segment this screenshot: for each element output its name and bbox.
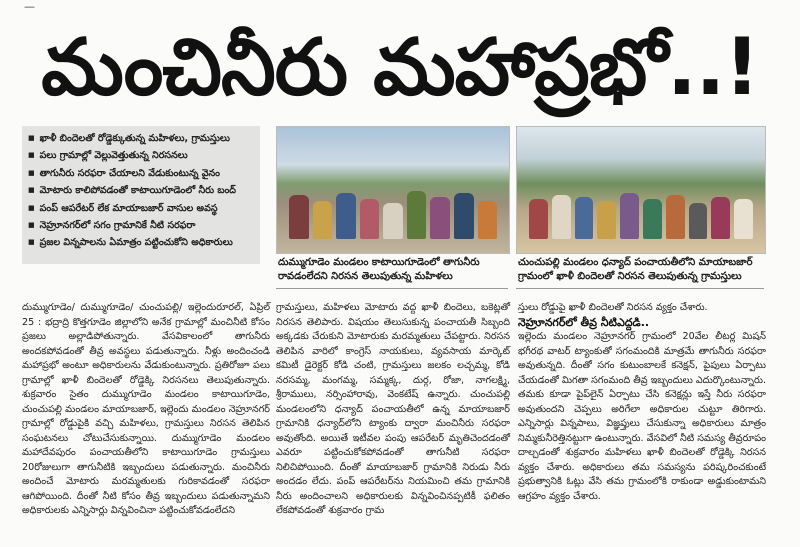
highlight-item: ■ పలు గ్రామాల్లో వెల్లువెత్తుతున్న నిరసనలు <box>28 147 254 164</box>
headline: మంచినీరు మహాప్రభో..! <box>41 23 759 113</box>
article-col3-body: ఇల్లెందు మండలం నెహ్రూనగర్ గ్రామంలో 20వేల లీటర్ల మిషన్ భగీరథ వాటర్ ట్యాంకుతో సగంమందికి మాత్రమే తాగునీరు సరఫరా అవుతున్నది. దీంతో సగం కుటుంబాలకే కనెక్షన్, పైపులు ఏర్పాటు చేయడంతో మిగతా సగంమంది తీవ్ర ఇబ్బందులు ఎదుర్కొంటున్నారు. తమకు కూడా పైప్‌లైన్ ఏర్పాటు చేసి కనెక్షన్లు ఇస్తే నీరు సరఫరా అవుతుందని చెప్పలు అరిగేలా అధికారుల చుట్టూ తిరిగారు. ఎన్నిసార్లు విన్నపాలు, విజ్ఞప్తులు చేసుకున్నా అధికారులు మాత్రం నిమ్మకునీరెత్తినట్టుగా ఉంటున్నారు. వేసవిలో నీటి సమస్య తీవ్రరూపం దాల్చడంతో శుక్రవారం మహిళలు ఖాళీ బిందెలతో రోడ్డెక్కి నిరసన వ్యక్తం చేశారు. అధికారులు తమ సమస్యను పరిష్కరించకుంటే ప్రభుత్వానికి ఓట్లు వేసి తమ గ్రామంలోకి రాకుండా అడ్డుకుంటామని ఆగ్రహం వ్యక్తం చేశారు. <box>518 331 766 502</box>
photo-figures <box>289 189 497 239</box>
caption-divider <box>516 288 764 289</box>
photo-protest-women <box>276 126 510 254</box>
article-col3-intro: స్తులు రోడ్డుపై ఖాళీ బిందెలతో నిరసన వ్యక్తం చేశారు. <box>518 302 708 313</box>
highlight-item: ■ మోటారు కాలిపోవడంతో కాటాయిగూడెంలో నీరు బంద్ <box>28 182 254 199</box>
photo-caption-right: చుంచుపల్లి మండలం ధన్యాద్ పంచాయతీలోని మాయాబజార్ గ్రామంలో ఖాళీ బిందెలతో నిరసన తెలుపుతున్న గ్రామస్తులు <box>518 257 753 282</box>
top-strip-text: — <box>24 0 35 13</box>
highlight-item: ■ ఖాళీ బిందెలతో రోడ్డెక్కుతున్న మహిళలు, గ్రామస్తులు <box>28 130 254 147</box>
photo-figures <box>529 189 753 239</box>
highlight-item: ■ ప్రజల విన్నపాలను ఏమాత్రం పట్టించుకోని అధికారులు <box>28 234 254 251</box>
article-column-2: గ్రామస్తులు, మహిళలు మోటారు వద్ద ఖాళీ బిందెలు, బకెట్లతో నిరసన తెలిపారు. విషయం తెలుసుకున్న పంచాయతీ సిబ్బంది అక్కడకు చేరుకుని మోటారుకు మరమ్మతులు చేపట్టారు. నిరసన తెలిపిన వారిలో కాంగ్రెస్ నాయకులు, వ్యవసాయ మార్కెట్ కమిటీ డైరెక్టర్ కోడి చంటి, గ్రామస్తులు జలకం లచ్చమ్మ, కోడి నరసమ్మ, మంగమ్మ, సమ్మక్క, దుర్గ, రోజా, నాగలక్ష్మి, శ్రీరాములు, నర్సింహారావు, వెంకటేష్ ఉన్నారు. చుంచుపల్లి మండలంలోని ధన్యాద్ పంచాయతీలో ఉన్న మాయాబజార్ గ్రామానికి ధన్యాద్‌లోని ట్యాంకు ద్వారా మంచినీరు సరఫరా అవుతోంది. అయితే ఇటీవల పంపు ఆపరేటర్ మృతిచెందడంతో ఎవరూ పట్టించుకోకపోవడంతో తాగునీటి సరఫరా నిలిచిపోయింది. దీంతో మాయాబజార్ గ్రామానికి నిరుడు నీరు అందడం లేదు. పంప్ ఆపరేటర్‌ను నియమించి తమ గ్రామానికి నీరు అందించాలని అధికారులకు విన్నవించినప్పటికీ ఫలితం లేకపోవడంతో శుక్రవారం గ్రామ <box>276 302 510 516</box>
article-column-1: దుమ్ముగూడెం/ దుమ్ముగూడెం/ చుంచుపల్లి/ ఇల్లెందురూరల్, ఏప్రిల్ 25 : భద్రాద్రి కొత్తగూడెం జిల్లాలోని అనేక గ్రామాల్లో మంచినీటి కోసం ప్రజలు అల్లాడిపోతున్నారు. వేసవికాలంలో తాగునీరు అందకపోవడంతో తీవ్ర అవస్థలు పడుతున్నారు. నీళ్లు అందించండి మహాప్రభో అంటూ అధికారులను వేడుకుంటున్నారు. ప్రతిరోజూ పలు గ్రామాల్లో ఖాళీ బిందెలతో రోడ్డెక్కి నిరసనలు తెలుపుతున్నారు. శుక్రవారం సైతం దుమ్ముగూడెం మండలం కాటాయిగూడెం, చుంచుపల్లి మండలం మాయాబజార్, ఇల్లెందు మండలం నెహ్రూనగర్ గ్రామాల్లో రోడ్డుపైకి వచ్చి మహిళలు, గ్రామస్తులు నిరసన తెలిపిన సంఘటనలు చోటుచేసుకున్నాయి. దుమ్ముగూడెం మండలం మహాదేవపురం పంచాయతీలోని కాటాయిగూడెం గ్రామస్తులు 20రోజులుగా తాగునీటికి ఇబ్బందులు పడుతున్నారు. మంచినీరు అందించే మోటారు మరమ్మతులకు గురికావడంతో సరఫరా ఆగిపోయింది. దీంతో నీటి కోసం తీవ్ర ఇబ్బందులు పడుతున్నామని అధికారులకు ఎన్నిసార్లు విన్నవించినా పట్టించుకోవడంలేదని <box>22 302 270 516</box>
caption-divider <box>276 288 508 289</box>
article-column-3 <box>518 301 766 504</box>
highlights-list <box>28 130 254 252</box>
highlight-item: ■ నెహ్రూనగర్‌లో సగం గ్రామానికే నీటి సరఫరా <box>28 217 254 234</box>
photo-villagers-protest <box>516 126 766 254</box>
top-strip <box>0 0 800 14</box>
highlight-item: ■ పంప్ ఆపరేటర్ లేక మాయాబజార్ వాసుల అవస్థ <box>28 200 254 217</box>
highlights-box <box>22 126 260 264</box>
article-subheading: నెహ్రూనగర్‌లో తీవ్ర నీటిఎద్దడి.. <box>518 315 650 329</box>
highlight-item: ■ తాగునీరు సరఫరా చేయాలని వేడుకుంటున్న వైనం <box>28 165 254 182</box>
photo-caption-left: దుమ్ముగూడెం మండలం కాటాయిగూడెంలో తాగునీరు రావడంలేదని నిరసన తెలుపుతున్న మహిళలు <box>278 257 480 282</box>
